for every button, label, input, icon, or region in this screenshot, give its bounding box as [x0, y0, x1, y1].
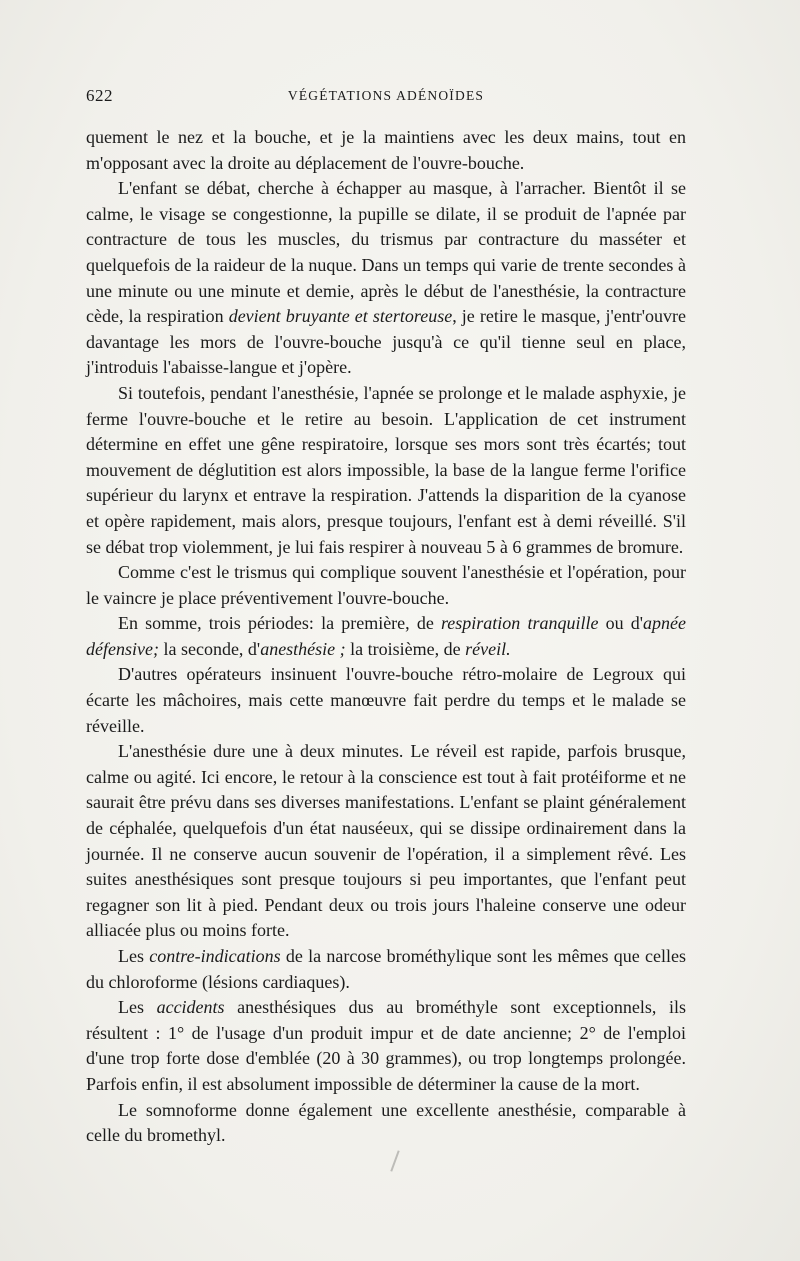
paragraph-2-italic: devient bruyante et stertoreuse — [228, 306, 453, 327]
page-header — [86, 86, 686, 108]
paragraph-9-text-end: anesthésiques dus au brométhyle sont exceptionnels, ils résultent : 1° de l'usage d'un produit impur et de date ancienne; 2° de l'emploi d'une trop forte dose d'emblée (20 à 30 grammes), ou trop longtemps prolongée. Parfois enfin, il est absolument impossible de déterminer la cause de la mort. — [86, 997, 687, 1094]
paragraph-7: L'anesthésie dure une à deux minutes. Le réveil est rapide, parfois brusque, calme ou agité. Ici encore, le retour à la conscience est tout à fait protéiforme et ne saurait être prévu dans ses diverses manifestations. L'enfant se plaint généralement de céphalée, quelquefois d'un état nauséeux, qui se dissipe ordinairement dans la journée. Il ne conserve aucun souvenir de l'opération, il a simplement rêvé. Les suites anesthésiques sont presque toujours si peu importantes, que l'enfant peut regagner son lit à pied. Pendant deux ou trois jours l'haleine conserve une odeur alliacée plus ou moins forte. — [86, 741, 686, 941]
paragraph-5-italic-3: anesthésie ; — [260, 638, 346, 659]
paragraph-3: Si toutefois, pendant l'anesthésie, l'apnée se prolonge et le malade asphyxie, je ferme l'ouvre-bouche et le retire au besoin. L'application de cet instrument détermine en effet une gêne respiratoire, lorsque ses mors sont très écartés; tout mouvement de déglutition est alors impossible, la base de la langue ferme l'orifice supérieur du larynx et entrave la respiration. J'attends la disparition de la cyanose et opère rapidement, mais alors, presque toujours, l'enfant est à demi réveillé. S'il se débat trop violemment, je lui fais respirer à nouveau 5 à 6 grammes de bromure. — [86, 382, 686, 557]
paragraph-6: D'autres opérateurs insinuent l'ouvre-bouche rétro-molaire de Legroux qui écarte les mâchoires, mais cette manœuvre fait perdre du temps et le malade se réveille. — [86, 664, 686, 736]
paragraph-8-text-end: de la narcose brométhylique sont les mêmes que celles du chloroforme (lésions cardiaques). — [86, 946, 686, 992]
paragraph-8-text: Les — [118, 946, 150, 966]
paragraph-2-text-end: , je retire le masque, j'entr'ouvre davantage les mors de l'ouvre-bouche jusqu'à ce qu'il tienne seul en place, j'introduis l'abaisse-langue et j'opère. — [86, 306, 687, 378]
page-number: 622 — [86, 86, 113, 105]
body-text — [86, 125, 686, 1149]
paragraph-8-italic: contre-indications — [149, 946, 281, 966]
paragraph-8 — [86, 944, 686, 995]
paragraph-10: Le somnoforme donne également une excellente anesthésie, comparable à celle du bromethyl. — [86, 1099, 686, 1146]
paragraph-5-text-4: la troisième, de — [345, 638, 466, 659]
paragraph-9-text: Les — [118, 997, 157, 1018]
paragraph-1: quement le nez et la bouche, et je la maintiens avec les deux mains, tout en m'opposant avec la droite au déplacement de l'ouvre-bouche. — [86, 127, 686, 173]
paragraph-5-text-3: la seconde, d' — [158, 638, 261, 659]
paragraph-9-italic: accidents — [156, 997, 225, 1018]
paragraph-5 — [86, 611, 686, 662]
paragraph-2-text: L'enfant se débat, cherche à échapper au masque, à l'arracher. Bientôt il se calme, le visage se congestionne, la pupille se dilate, il se produit de l'apnée par contracture de tous les muscles, du trismus par contracture du masséter et quelquefois de la raideur de la nuque. Dans un temps qui varie de trente secondes à une minute ou une minute et demie, après le début de l'anesthésie, la contracture cède, la respiration — [86, 178, 686, 327]
paragraph-4: Comme c'est le trismus qui complique souvent l'anesthésie et l'opération, pour le vaincre je place préventivement l'ouvre-bouche. — [86, 562, 686, 608]
paragraph-2 — [86, 176, 686, 381]
running-title: VÉGÉTATIONS ADÉNOÏDES — [287, 88, 485, 103]
paragraph-5-text-2: ou d' — [598, 613, 644, 634]
paragraph-5-italic-1: respiration tranquille — [440, 613, 599, 634]
ink-mark — [390, 1150, 399, 1171]
paragraph-9 — [86, 995, 686, 1097]
paragraph-5-italic-2: apnée défensive; — [86, 613, 686, 659]
paragraph-5-text: En somme, trois périodes: la première, de — [118, 613, 441, 634]
paragraph-5-italic-4: réveil. — [465, 638, 511, 659]
